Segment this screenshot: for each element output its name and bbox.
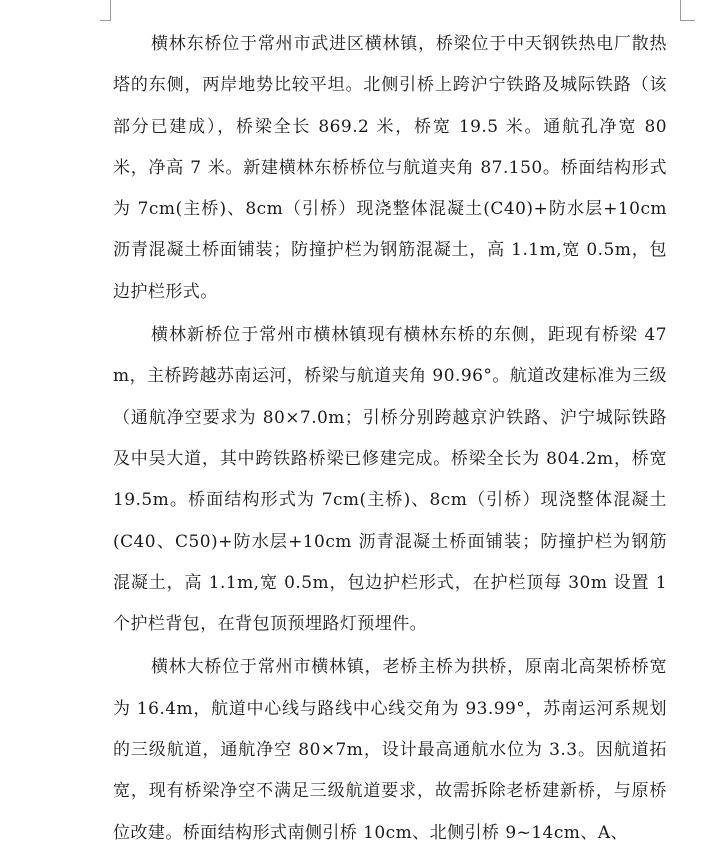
top-right-margin-mark [680, 0, 695, 21]
paragraph-henglin-east-bridge: 横林东桥位于常州市武进区横林镇，桥梁位于中天钢铁热电厂散热塔的东侧，两岸地势比较平坦。北侧引桥上跨沪宁铁路及城际铁路（该部分已建成），桥梁全长 869.2 米，桥宽 19.5 米。通航孔净宽 80 米，净高 7 米。新建横林东桥桥位与航道夹角 87.150。桥面结构形式为 7cm(主桥)、8cm（引桥）现浇整体混凝土(C40)+防水层+10cm 沥青混凝土桥面铺装；防撞护栏为钢筋混凝土，高 1.1m,宽 0.5m，包边护栏形式。 [113, 34, 667, 302]
top-left-margin-mark [100, 0, 111, 21]
document-body[interactable] [113, 24, 667, 856]
paragraph-henglin-new-bridge: 横林新桥位于常州市横林镇现有横林东桥的东侧，距现有桥梁 47m，主桥跨越苏南运河，桥梁与航道夹角 90.96°。航道改建标准为三级（通航净空要求为 80×7.0m；引桥分别跨越京沪铁路、沪宁城际铁路及中吴大道，其中跨铁路桥梁已修建完成。桥梁全长为 804.2m，桥宽 19.5m。桥面结构形式为 7cm(主桥)、8cm（引桥）现浇整体混凝土(C40、C50)+防水层+10cm 沥青混凝土桥面铺装；防撞护栏为钢筋混凝土，高 1.1m,宽 0.5m，包边护栏形式，在护栏顶每 30m 设置 1 个护栏背包，在背包顶预埋路灯预埋件。 [113, 325, 667, 635]
paragraph-henglin-grand-bridge: 横林大桥位于常州市横林镇，老桥主桥为拱桥，原南北高架桥桥宽为 16.4m，航道中心线与路线中心线交角为 93.99°，苏南运河系规划的三级航道，通航净空 80×7m，设计最高通航水位为 3.3。因航道拓宽，现有桥梁净空不满足三级航道要求，故需拆除老桥建新桥，与原桥位改建。桥面结构形式南侧引桥 10cm、北侧引桥 9~14cm、A、 [113, 657, 667, 843]
